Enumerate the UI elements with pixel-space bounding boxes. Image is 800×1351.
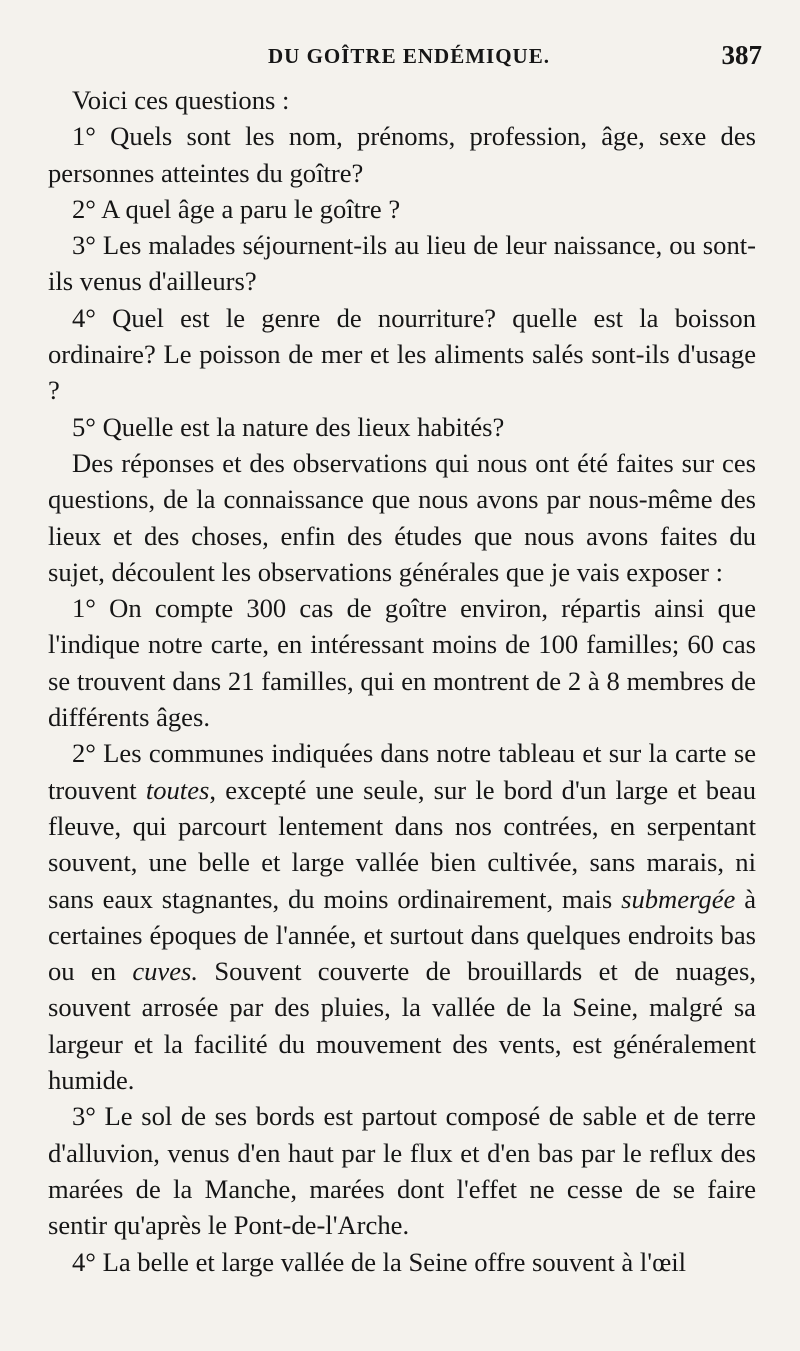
paragraph-observations: Des réponses et des observations qui nous ont été faites sur ces questions, de la connaissance que nous avons par nous-même des lieux et des choses, enfin des études que nous avons faites du sujet, découlent les observations générales que je vais exposer : — [48, 447, 756, 587]
emphasis-toutes: toutes — [145, 774, 210, 805]
running-title: DU GOÎTRE ENDÉMIQUE. — [268, 44, 550, 68]
running-head — [0, 40, 800, 76]
observation-2-part-a: 2° Les communes indiquées dans notre tableau et sur la carte se trouvent — [48, 738, 756, 805]
question-3: 3° Les malades séjournent-ils au lieu de leur naissance, ou sont-ils venus d'ailleurs? — [48, 230, 756, 297]
question-4: 4° Quel est le genre de nourriture? quelle est la boisson ordinaire? Le poisson de mer et les aliments salés sont-ils d'usage ? — [48, 302, 756, 406]
emphasis-submergee: submergée — [621, 883, 736, 914]
observation-2-part-b: , excepté une seule, sur le bord d'un large et beau fleuve, qui parcourt lentement dans nos contrées, en serpentant souvent, une belle et large vallée bien cultivée, sans marais, ni sans eaux stagnantes, du moins ordinairement, mais — [48, 774, 757, 914]
paragraph-intro: Voici ces questions : — [72, 85, 290, 115]
body-text — [48, 82, 756, 1280]
observation-4: 4° La belle et large vallée de la Seine offre souvent à l'œil — [72, 1246, 687, 1277]
page-number: 387 — [721, 40, 762, 70]
observation-1: 1° On compte 300 cas de goître environ, répartis ainsi que l'indique notre carte, en intéressant moins de 100 familles; 60 cas se trouvent dans 21 familles, qui en montrent de 2 à 8 membres de différents âges. — [48, 593, 756, 733]
observation-2-part-c: à certaines époques de l'année, et surtout dans quelques endroits bas ou en — [48, 883, 756, 987]
observation-3: 3° Le sol de ses bords est partout composé de sable et de terre d'alluvion, venus d'en haut par le flux et d'en bas par le reflux des marées de la Manche, marées dont l'effet ne cesse de se faire sentir qu'après le Pont-de-l'Arche. — [48, 1101, 756, 1241]
observation-2 — [48, 735, 756, 1098]
question-1: 1° Quels sont les nom, prénoms, profession, âge, sexe des personnes atteintes du goître? — [48, 121, 756, 188]
emphasis-cuves: cuves. — [132, 956, 199, 987]
question-5: 5° Quelle est la nature des lieux habités? — [72, 411, 505, 442]
question-2: 2° A quel âge a paru le goître ? — [72, 193, 401, 224]
observation-2-part-d: Souvent couverte de brouillards et de nuages, souvent arrosée par des pluies, la vallée de la Seine, malgré sa largeur et la facilité du mouvement des vents, est généralement humide. — [48, 956, 756, 1096]
